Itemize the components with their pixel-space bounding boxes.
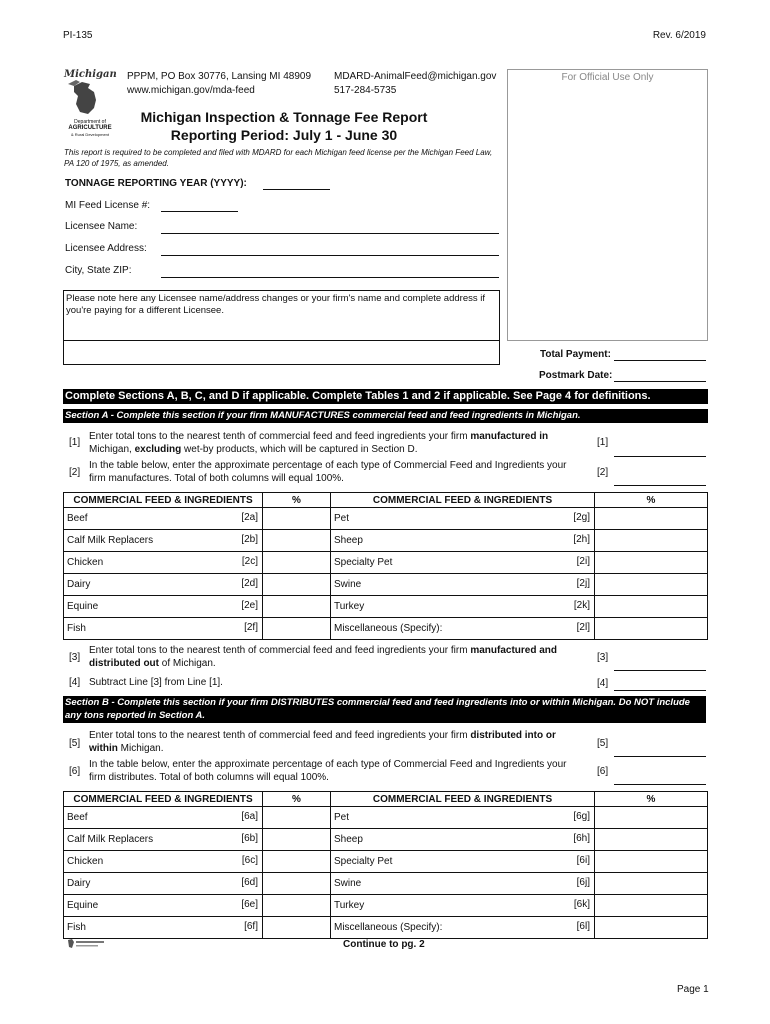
table-a-right-pct-input[interactable] [595, 552, 708, 574]
table-a-left-item [64, 596, 263, 618]
line5-code: [5] [597, 738, 609, 749]
table-row [64, 807, 708, 829]
table-a-left-item [64, 618, 263, 640]
postmark-date-input[interactable] [614, 381, 706, 382]
table-a-left-pct-input[interactable] [263, 530, 331, 552]
item-code: [2c] [241, 556, 258, 567]
postmark-date-label: Postmark Date: [539, 370, 613, 381]
notes-box[interactable] [63, 290, 500, 341]
line4-text: Subtract Line [3] from Line [1]. [89, 677, 223, 688]
line4-input[interactable] [614, 690, 706, 691]
item-code: [2h] [573, 534, 590, 545]
section-b-title: Section B - Complete this section if your firm DISTRIBUTES commercial feed and feed ingredients into or within Michigan. Do NOT include any tons reported in Section A. [63, 696, 706, 723]
item-code: [2e] [241, 600, 258, 611]
line3-text-a: Enter total tons to the nearest tenth of commercial feed and feed ingredients your firm [89, 645, 471, 656]
table-b-right-pct-input[interactable] [595, 917, 708, 939]
table-a-right-item [331, 618, 595, 640]
table-b-left-item [64, 895, 263, 917]
item-label: Chicken [67, 557, 104, 568]
table-a-right-item [331, 508, 595, 530]
name-input[interactable] [161, 233, 499, 234]
table-b-left-item [64, 829, 263, 851]
revision: Rev. 6/2019 [652, 30, 706, 41]
item-label: Pet [334, 513, 350, 524]
page-number: Page 1 [677, 984, 709, 995]
notes-label: Please note here any Licensee name/address changes or your firm's name and complete address if you're paying for a different Licensee. [66, 293, 485, 316]
item-label: Pet [334, 812, 350, 823]
item-code: [6f] [244, 921, 258, 932]
line5-num: [5] [69, 738, 81, 749]
total-payment-label: Total Payment: [540, 349, 611, 360]
item-code: [2d] [241, 578, 258, 589]
table-a-right-pct-input[interactable] [595, 574, 708, 596]
table-section-a [63, 492, 708, 640]
item-label: Chicken [67, 856, 104, 867]
table-a-right-item [331, 574, 595, 596]
item-code: [6j] [576, 877, 590, 888]
table-a-right-item [331, 596, 595, 618]
item-code: [2f] [244, 622, 258, 633]
line3-text-c: distributed out [89, 658, 159, 669]
item-code: [6e] [241, 899, 258, 910]
table-a-left-item [64, 552, 263, 574]
line3-text-d: of Michigan. [159, 658, 216, 669]
table-b-right-item [331, 895, 595, 917]
address-label: Licensee Address: [65, 243, 147, 254]
item-label: Swine [334, 579, 362, 590]
official-use-label: For Official Use Only [561, 72, 654, 83]
table-a-header-left: COMMERCIAL FEED & INGREDIENTS [64, 493, 263, 508]
line1-text-e: wet-by products, which will be captured in Section D. [181, 444, 418, 455]
table-b-right-item [331, 917, 595, 939]
line1-text-a: Enter total tons to the nearest tenth of commercial feed and feed ingredients your firm [89, 431, 471, 442]
address-input[interactable] [161, 255, 499, 256]
line2-code: [2] [597, 467, 609, 478]
line1-text-d: excluding [134, 444, 182, 455]
line3-code: [3] [597, 652, 609, 663]
table-a-right-pct-input[interactable] [595, 596, 708, 618]
page-subtitle: Reporting Period: July 1 - June 30 [170, 127, 398, 143]
item-label: Specialty Pet [334, 856, 393, 867]
item-code: [6a] [241, 811, 258, 822]
item-label: Fish [67, 922, 86, 933]
line2-text: In the table below, enter the approximate percentage of each type of Commercial Feed and Ingredients your firm manufactures. Total of both columns will equal 100%. [89, 460, 567, 484]
table-b-right-pct-input[interactable] [595, 873, 708, 895]
agency-email[interactable]: MDARD-AnimalFeed@michigan.gov [334, 71, 497, 82]
item-code: [6b] [241, 833, 258, 844]
table-b-header-pct2: % [595, 792, 708, 807]
table-b-left-item [64, 851, 263, 873]
table-a-header-pct: % [263, 493, 331, 508]
line5-text-a: Enter total tons to the nearest tenth of commercial feed and feed ingredients your firm [89, 730, 471, 741]
table-row [64, 508, 708, 530]
line3-text [89, 644, 579, 670]
item-label: Miscellaneous (Specify): [334, 922, 443, 933]
table-a-right-pct-input[interactable] [595, 508, 708, 530]
table-row [64, 552, 708, 574]
item-code: [6g] [573, 811, 590, 822]
line3-text-b: manufactured and [470, 645, 558, 656]
form-id: PI-135 [63, 30, 93, 41]
item-label: Turkey [334, 601, 365, 612]
license-input[interactable] [161, 211, 238, 212]
table-row [64, 530, 708, 552]
line5-text-d: Michigan. [117, 743, 164, 754]
item-code: [6i] [576, 855, 590, 866]
table-b-left-item [64, 917, 263, 939]
line5-input[interactable] [614, 756, 706, 757]
item-code: [2j] [576, 578, 590, 589]
footer-logo [66, 938, 106, 950]
table-b-right-item [331, 873, 595, 895]
line1-text [89, 430, 579, 456]
table-a-right-pct-input[interactable] [595, 530, 708, 552]
table-row [64, 917, 708, 939]
official-use-box [507, 69, 708, 341]
year-input[interactable] [263, 189, 330, 190]
line3-num: [3] [69, 652, 81, 663]
item-code: [6k] [573, 899, 590, 910]
table-a-header-pct2: % [595, 493, 708, 508]
michigan-map-icon [68, 80, 108, 116]
line4-num: [4] [69, 677, 81, 688]
item-label: Miscellaneous (Specify): [334, 623, 443, 634]
item-code: [6l] [576, 921, 590, 932]
item-label: Dairy [67, 878, 91, 889]
line1-code: [1] [597, 437, 609, 448]
table-b-left-pct-input[interactable] [263, 851, 331, 873]
table-b-left-pct-input[interactable] [263, 829, 331, 851]
continue-note: Continue to pg. 2 [343, 939, 425, 950]
line6-code: [6] [597, 766, 609, 777]
agency-address: PPPM, PO Box 30776, Lansing MI 48909 [127, 71, 311, 82]
notes-extra-box[interactable] [63, 340, 500, 365]
table-a-left-item [64, 508, 263, 530]
table-b-header-pct: % [263, 792, 331, 807]
line6-num: [6] [69, 766, 81, 777]
item-label: Dairy [67, 579, 91, 590]
line2-num: [2] [69, 467, 81, 478]
item-label: Sheep [334, 535, 363, 546]
item-code: [2k] [573, 600, 590, 611]
table-a-left-pct-input[interactable] [263, 596, 331, 618]
page-title: Michigan Inspection & Tonnage Fee Report [140, 109, 428, 125]
item-code: [2g] [573, 512, 590, 523]
line1-num: [1] [69, 437, 81, 448]
table-b-right-item [331, 807, 595, 829]
item-label: Equine [67, 900, 99, 911]
line1-text-c: Michigan, [89, 444, 135, 455]
line1-input[interactable] [614, 456, 706, 457]
item-label: Beef [67, 812, 88, 823]
line4-code: [4] [597, 678, 609, 689]
table-a-left-item [64, 530, 263, 552]
item-label: Equine [67, 601, 99, 612]
table-a-header-right: COMMERCIAL FEED & INGREDIENTS [331, 493, 595, 508]
item-code: [2l] [576, 622, 590, 633]
line5-text-b: distributed into or [470, 730, 556, 741]
line1-text-b: manufactured in [470, 431, 549, 442]
table-a-left-item [64, 574, 263, 596]
line5-text-c: within [89, 743, 118, 754]
table-a-right-item [331, 552, 595, 574]
item-label: Sheep [334, 834, 363, 845]
table-b-header-right: COMMERCIAL FEED & INGREDIENTS [331, 792, 595, 807]
logo-sub1: Department of [74, 119, 106, 125]
table-b-left-pct-input[interactable] [263, 917, 331, 939]
table-b-left-pct-input[interactable] [263, 807, 331, 829]
table-b-left-pct-input[interactable] [263, 873, 331, 895]
item-code: [2a] [241, 512, 258, 523]
license-label: MI Feed License #: [65, 200, 151, 211]
table-b-right-pct-input[interactable] [595, 829, 708, 851]
table-b-left-item [64, 873, 263, 895]
line6-text: In the table below, enter the approximate percentage of each type of Commercial Feed and Ingredients your firm distributes. Total of both columns will equal 100%. [89, 759, 567, 783]
item-label: Fish [67, 623, 86, 634]
logo-sub3: & Rural Development [70, 132, 110, 137]
table-row [64, 851, 708, 873]
agency-website[interactable]: www.michigan.gov/mda-feed [127, 85, 255, 96]
item-label: Beef [67, 513, 88, 524]
item-code: [2b] [241, 534, 258, 545]
mdard-logo [64, 69, 116, 139]
item-label: Turkey [334, 900, 365, 911]
intro-text: This report is required to be completed and filed with MDARD for each Michigan feed license per the Michigan Feed Law, PA 120 of 1975, as amended. [64, 148, 493, 168]
table-a-left-pct-input[interactable] [263, 618, 331, 640]
table-a-right-item [331, 530, 595, 552]
table-a-left-pct-input[interactable] [263, 574, 331, 596]
table-row [64, 829, 708, 851]
item-code: [2i] [576, 556, 590, 567]
table-row [64, 873, 708, 895]
total-payment-input[interactable] [614, 360, 706, 361]
city-label: City, State ZIP: [65, 265, 132, 276]
name-label: Licensee Name: [65, 221, 138, 232]
line6-input[interactable] [614, 784, 706, 785]
table-a-left-pct-input[interactable] [263, 508, 331, 530]
agency-phone: 517-284-5735 [334, 85, 397, 96]
table-b-header-left: COMMERCIAL FEED & INGREDIENTS [64, 792, 263, 807]
item-code: [6c] [241, 855, 258, 866]
table-a-left-pct-input[interactable] [263, 552, 331, 574]
item-label: Swine [334, 878, 362, 889]
item-code: [6d] [241, 877, 258, 888]
table-row [64, 895, 708, 917]
table-b-right-pct-input[interactable] [595, 895, 708, 917]
line3-input[interactable] [614, 670, 706, 671]
logo-sub2: AGRICULTURE [68, 125, 112, 131]
footer-logo-icon [66, 938, 106, 950]
table-b-left-item [64, 807, 263, 829]
item-label: Calf Milk Replacers [67, 535, 154, 546]
table-b-right-pct-input[interactable] [595, 851, 708, 873]
table-row [64, 596, 708, 618]
table-a-right-pct-input[interactable] [595, 618, 708, 640]
item-label: Specialty Pet [334, 557, 393, 568]
table-section-b [63, 791, 708, 939]
table-b-right-item [331, 851, 595, 873]
main-instruction: Complete Sections A, B, C, and D if applicable. Complete Tables 1 and 2 if applicable. See Page 4 for definitions. [63, 389, 708, 404]
year-label: TONNAGE REPORTING YEAR (YYYY): [65, 178, 247, 189]
table-b-left-pct-input[interactable] [263, 895, 331, 917]
line2-input[interactable] [614, 485, 706, 486]
city-input[interactable] [161, 277, 499, 278]
table-b-right-item [331, 829, 595, 851]
logo-text: Michigan [64, 69, 117, 80]
table-row [64, 574, 708, 596]
item-code: [6h] [573, 833, 590, 844]
item-label: Calf Milk Replacers [67, 834, 154, 845]
table-b-right-pct-input[interactable] [595, 807, 708, 829]
line5-text [89, 729, 579, 755]
table-row [64, 618, 708, 640]
section-a-title: Section A - Complete this section if your firm MANUFACTURES commercial feed and feed ingredients in Michigan. [63, 409, 708, 423]
